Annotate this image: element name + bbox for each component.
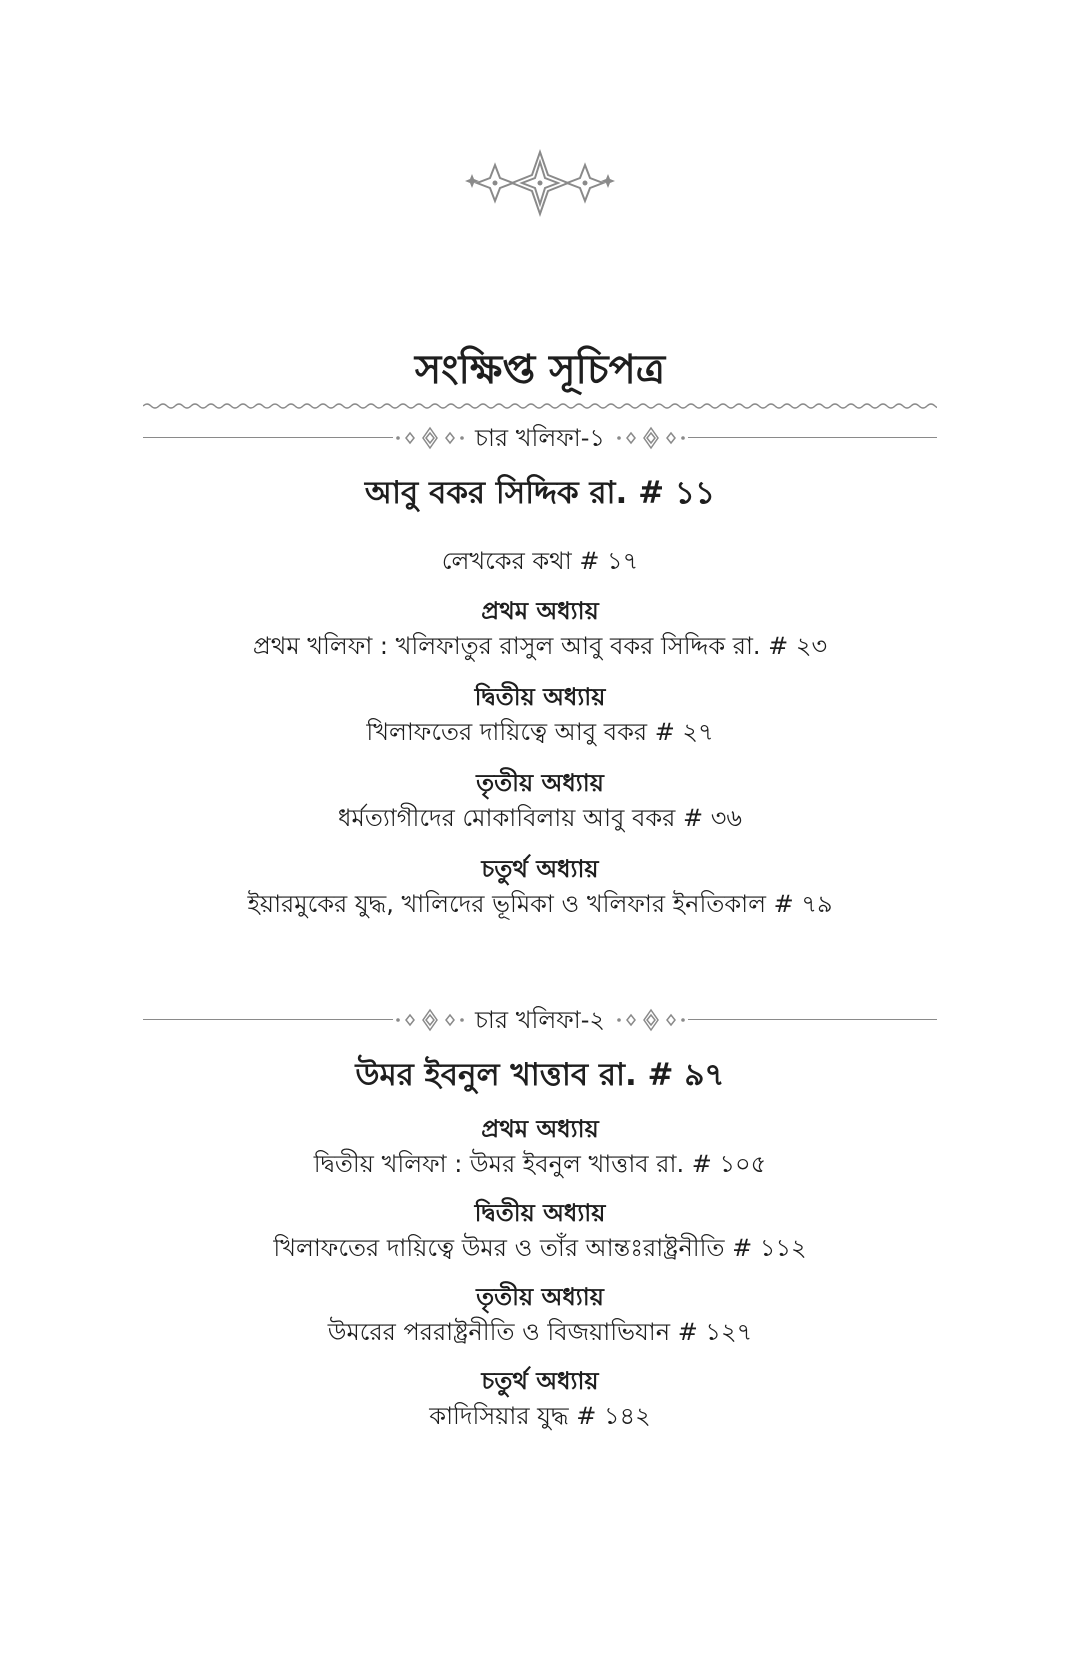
section-label: চার খলিফা-১ <box>475 424 605 452</box>
star-ornament-icon <box>460 148 620 218</box>
chapter-item <box>0 1280 1080 1350</box>
chapter-item <box>0 766 1080 836</box>
chapter-heading: প্রথম অধ্যায় <box>481 597 599 625</box>
section-divider <box>0 418 1080 458</box>
chapter-heading: তৃতীয় অধ্যায় <box>476 1283 604 1311</box>
chapter-heading: চতুর্থ অধ্যায় <box>481 855 599 883</box>
diamond-ornament-icon <box>616 1008 686 1032</box>
chapter-entry: ধর্মত্যাগীদের মোকাবিলায় আবু বকর # ৩৬ <box>338 804 742 832</box>
chapter-heading: দ্বিতীয় অধ্যায় <box>474 683 606 711</box>
divider-line-left <box>143 437 393 438</box>
page-title: সংক্ষিপ্ত সূচিপত্র <box>414 347 666 393</box>
top-ornament <box>0 148 1080 218</box>
intro-entry: লেখকের কথা # ১৭ <box>441 547 639 575</box>
section-divider <box>0 1000 1080 1040</box>
section-title: আবু বকর সিদ্দিক রা. # ১১ <box>364 475 716 511</box>
section-caliph-1 <box>0 418 1080 922</box>
chapter-item <box>0 1112 1080 1182</box>
section-label: চার খলিফা-২ <box>474 1006 606 1034</box>
chapter-entry: উমরের পররাষ্ট্রনীতি ও বিজয়াভিযান # ১২৭ <box>327 1318 753 1346</box>
chapter-heading: দ্বিতীয় অধ্যায় <box>474 1199 606 1227</box>
divider-line-right <box>688 1019 937 1020</box>
chapter-heading: প্রথম অধ্যায় <box>481 1115 599 1143</box>
chapter-entry: খিলাফতের দায়িত্বে উমর ও তাঁর আন্তঃরাষ্ট্রনীতি # ১১২ <box>273 1234 807 1262</box>
section-title: উমর ইবনুল খাত্তাব রা. # ৯৭ <box>355 1057 725 1093</box>
chapter-entry: কাদিসিয়ার যুদ্ধ # ১৪২ <box>429 1402 651 1430</box>
chapter-item <box>0 680 1080 750</box>
divider-line-left <box>143 1019 393 1020</box>
title-wavy-divider <box>143 400 937 412</box>
chapter-entry: ইয়ারমুকের যুদ্ধ, খালিদের ভূমিকা ও খলিফার ইনতিকাল # ৭৯ <box>247 890 833 918</box>
diamond-ornament-icon <box>616 426 686 450</box>
chapter-entry: দ্বিতীয় খলিফা : উমর ইবনুল খাত্তাব রা. # ১০৫ <box>313 1150 767 1178</box>
chapter-item <box>0 594 1080 664</box>
section-caliph-2 <box>0 1000 1080 1434</box>
diamond-ornament-icon <box>395 426 465 450</box>
chapter-entry: প্রথম খলিফা : খলিফাতুর রাসুল আবু বকর সিদ্দিক রা. # ২৩ <box>252 632 828 660</box>
chapter-item <box>0 1364 1080 1434</box>
chapter-entry: খিলাফতের দায়িত্বে আবু বকর # ২৭ <box>366 718 714 746</box>
diamond-ornament-icon <box>395 1008 465 1032</box>
chapter-item <box>0 1196 1080 1266</box>
chapter-heading: চতুর্থ অধ্যায় <box>481 1367 599 1395</box>
chapter-heading: তৃতীয় অধ্যায় <box>476 769 604 797</box>
chapter-item <box>0 852 1080 922</box>
divider-line-right <box>688 437 937 438</box>
